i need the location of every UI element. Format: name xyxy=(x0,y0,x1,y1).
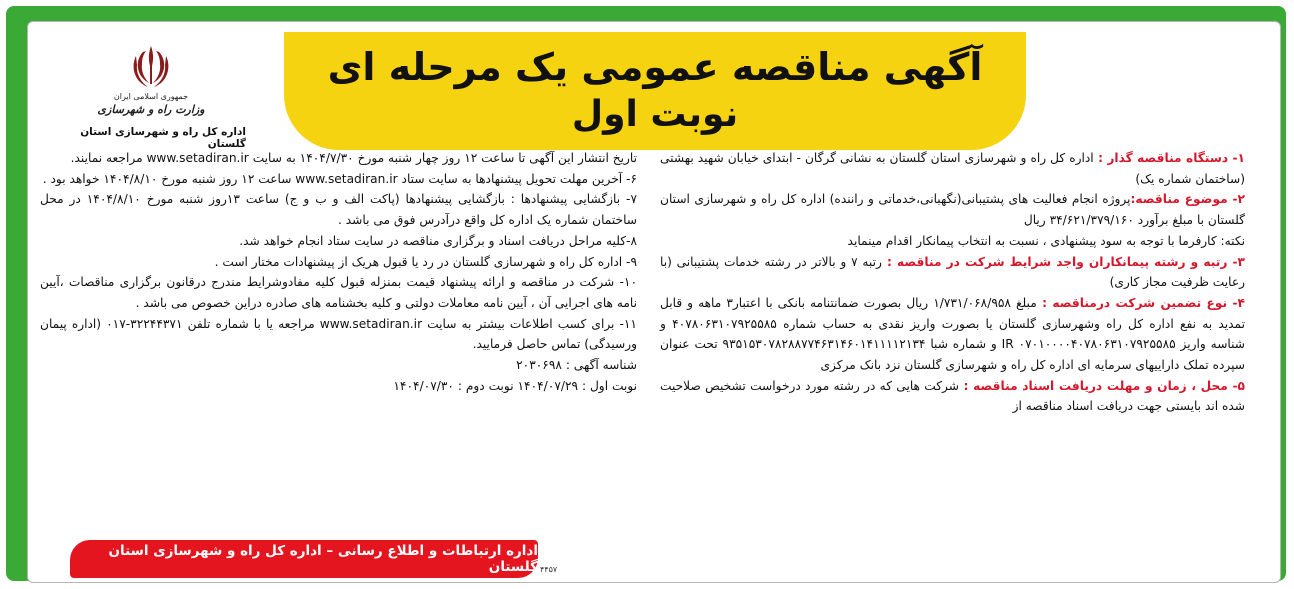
ministry-name: وزارت راه و شهرسازی xyxy=(97,103,205,116)
ad-round: نوبت اول xyxy=(571,94,739,136)
section-2 xyxy=(660,189,1245,230)
title-banner xyxy=(284,32,1026,150)
iran-emblem-icon xyxy=(130,44,172,90)
section-1-heading: ۱- دستگاه مناقصه گذار : xyxy=(1093,151,1245,165)
section-10: ۱۰- شرکت در مناقصه و ارائه پیشنهاد قیمت بمنزله قبول کلیه مفادوشرایط مندرج درقانون برگزاری مناقصات ،آیین نامه های اجرایی آن ، آیین نامه معاملات دولتی و کلیه بخشنامه های صادره دراین خصوص می باشد . xyxy=(40,275,637,310)
office-name: اداره کل راه و شهرسازی استان گلستان xyxy=(80,126,246,150)
right-column xyxy=(660,148,1245,417)
footer-banner xyxy=(70,540,538,578)
ad-identifier: شناسه آگهی : ۲۰۳۰۶۹۸ xyxy=(516,358,637,373)
section-3-text: رتبه ۷ و بالاتر در رشته خدمات پشتیبانی (با رعایت ظرفیت مجاز کاری) xyxy=(660,254,1245,290)
section-5 xyxy=(660,376,1245,417)
section-3 xyxy=(660,252,1245,293)
section-8: ۸-کلیه مراحل دریافت اسناد و برگزاری مناقصه در سایت ستاد انجام خواهد شد. xyxy=(239,233,637,248)
section-4 xyxy=(660,293,1245,376)
left-column xyxy=(40,148,637,396)
section-11: ۱۱- برای کسب اطلاعات بیشتر به سایت www.setadiran.ir مراجعه یا با شماره تلفن ۳۲۲۴۴۳۷۱-۰۱۷ (اداره پیمان ورسیدگی) تماس حاصل فرمایید. xyxy=(40,316,637,352)
section-1-text: اداره کل راه و شهرسازی استان گلستان به نشانی گرگان - ابتدای خیابان شهید بهشتی (ساختمان شماره یک) xyxy=(660,151,1245,186)
country-name: جمهوری اسلامی ایران xyxy=(113,92,189,101)
section-2-heading: ۲- موضوع مناقصه: xyxy=(1130,192,1245,207)
section-6: ۶- آخرین مهلت تحویل پیشنهادها به سایت ستاد www.setadiran.ir ساعت ۱۲ روز شنبه مورخ ۱۴۰۴/۸/۱۰ خواهد بود . xyxy=(42,171,637,186)
section-3-heading: ۳- رتبه و رشته پیمانکاران واجد شرایط شرکت در مناقصه : xyxy=(881,254,1245,269)
ad-code: ۴۴۵۷ xyxy=(540,565,558,574)
section-7: ۷- بازگشایی پیشنهادها : بازگشایی پیشنهادها (پاکت الف و ب و ج) ساعت ۱۳روز شنبه مورخ ۱۴۰۴/۸/۱۰ در محل ساختمان شماره یک اداره کل واقع درآدرس فوق می باشد . xyxy=(40,192,637,228)
section-1 xyxy=(660,148,1245,189)
section-2-note: نکته: کارفرما با توجه به سود پیشنهادی ، نسبت به انتخاب پیمانکار اقدام مینماید xyxy=(847,233,1245,248)
section-2-text: پروژه انجام فعالیت های پشتیبانی(نگهبانی،خدماتی و راننده) اداره کل راه و شهرسازی استان گلستان با مبلغ برآورد ۳۴/۶۲۱/۳۷۹/۱۶۰ ریال xyxy=(660,192,1245,228)
footer-label: اداره ارتباطات و اطلاع رسانی – اداره کل راه و شهرسازی استان گلستان xyxy=(108,543,538,575)
section-4-heading: ۴- نوع تضمین شرکت درمناقصه : xyxy=(1036,295,1245,310)
section-5-heading: ۵- محل ، زمان و مهلت دریافت اسناد مناقصه : xyxy=(958,378,1245,393)
ministry-logo-block xyxy=(56,44,246,164)
section-9: ۹- اداره کل راه و شهرسازی گلستان در رد یا قبول هریک از پیشنهادات مختار است . xyxy=(214,254,637,269)
section-5-text: شرکت هایی که در رشته مورد درخواست تشخیص صلاحیت شده اند بایستی جهت دریافت اسناد مناقصه از xyxy=(660,378,1245,414)
section-4-text: مبلغ ۱/۷۳۱/۰۶۸/۹۵۸ ریال بصورت ضمانتنامه بانکی با اعتبار۳ ماهه و قابل تمدید به نفع اداره کل راه وشهرسازی گلستان یا بصورت واریز نقدی به حساب شماره ۴۰۷۸۰۶۳۱۰۷۹۲۵۵۸۵ و شناسه واریز IR ۰۷۰۱۰۰۰۰۴۰۷۸۰۶۳۱۰۷۹۲۵۵۸۵ و شماره شبا ۹۳۵۱۵۳۰۷۸۲۸۸۷۷۴۶۳۱۴۶۰۱۴۱۱۱۱۲۱۳۴ تحت عنوان سپرده تملک داراییهای سرمایه ای اداره کل راه و شهرسازی گلستان نزد بانک مرکزی xyxy=(660,295,1246,373)
section-5-continued: تاریخ انتشار این آگهی تا ساعت ۱۲ روز چهار شنبه مورخ ۱۴۰۴/۷/۳۰ به سایت www.setadiran.ir مراجعه نمایند. xyxy=(70,151,637,165)
publication-dates: نوبت اول : ۱۴۰۴/۰۷/۲۹ نوبت دوم : ۱۴۰۴/۰۷/۳۰ xyxy=(393,378,637,393)
ad-title: آگهی مناقصه عمومی یک مرحله ای xyxy=(327,44,983,89)
